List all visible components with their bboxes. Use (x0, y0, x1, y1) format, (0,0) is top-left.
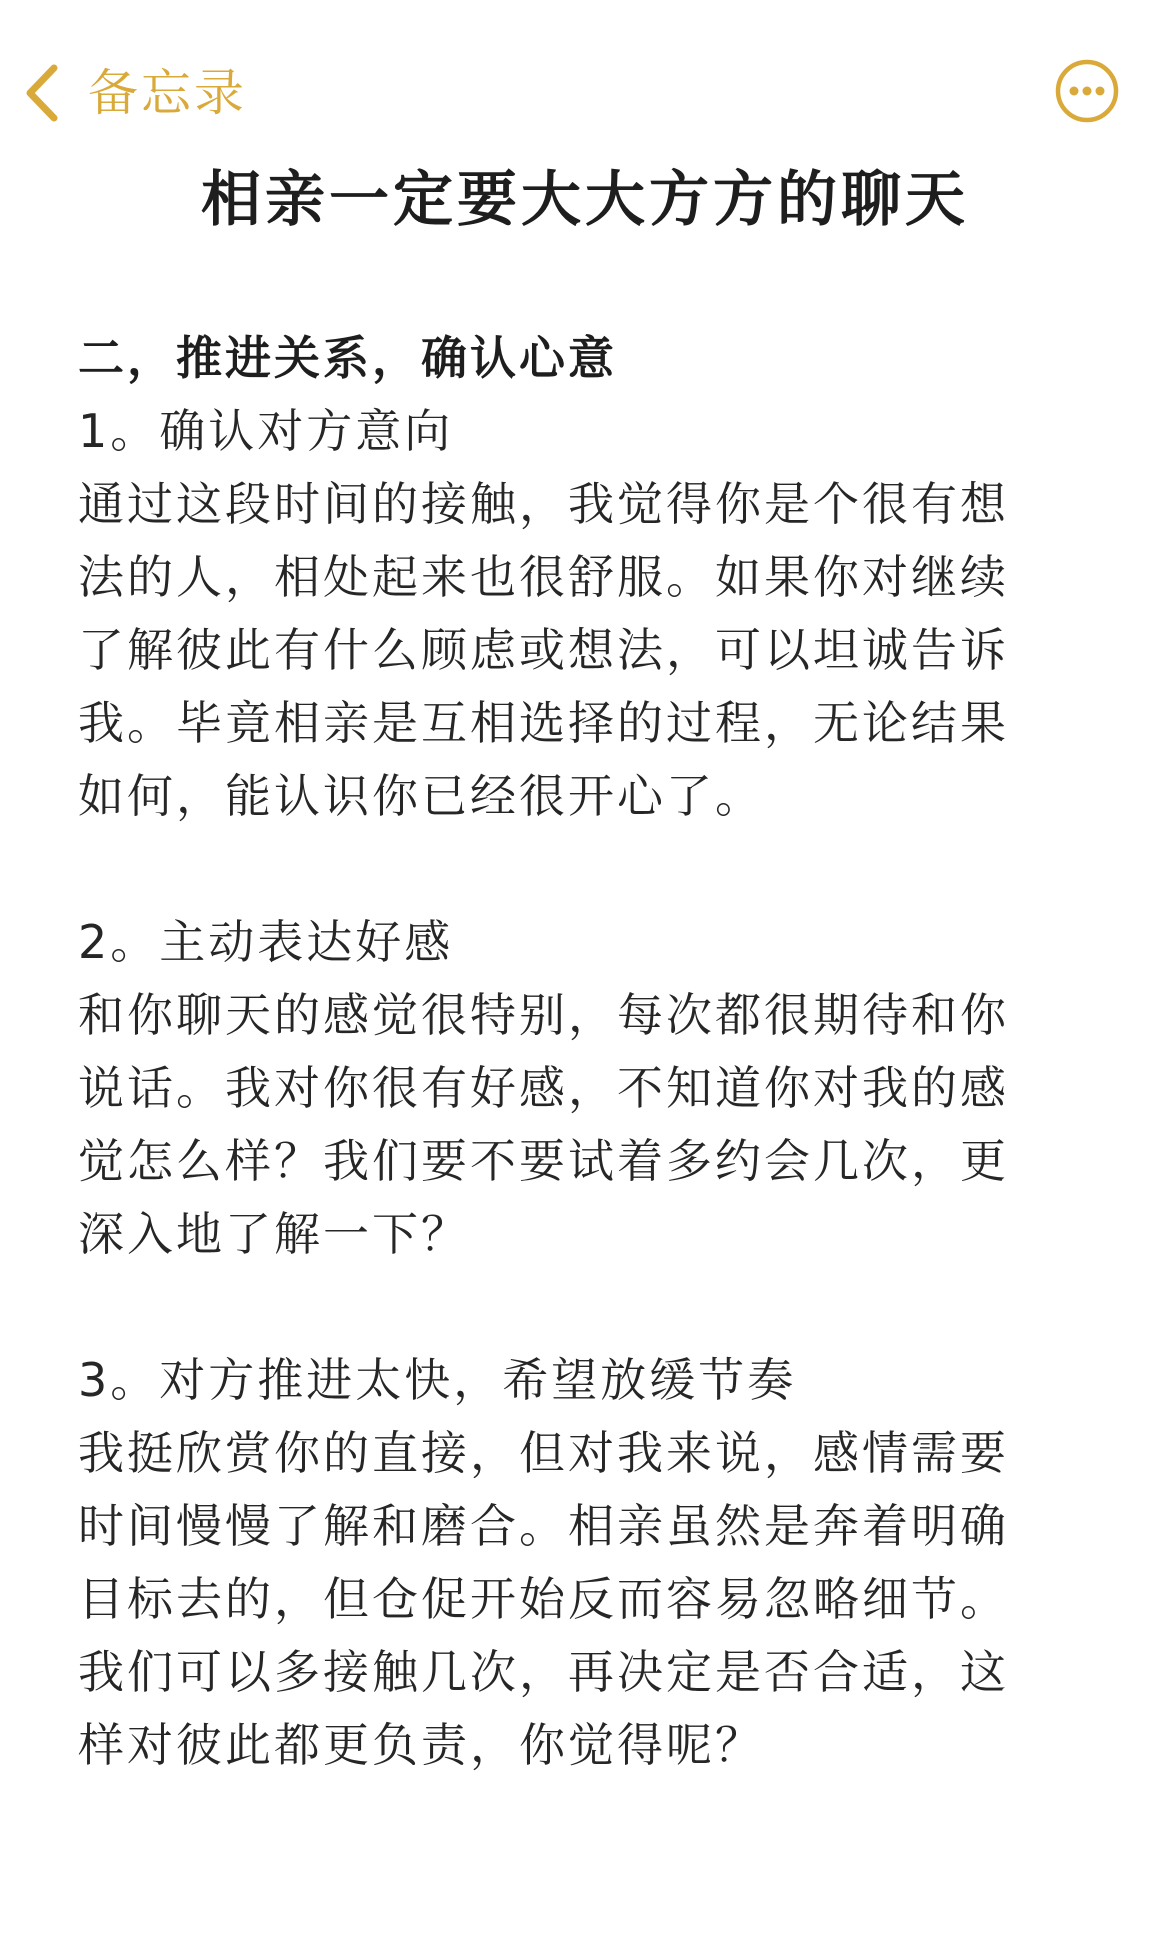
paragraph-line: 我挺欣赏你的直接，但对我来说，感情需要 (78, 1426, 1009, 1480)
paragraph-line: 如何，能认识你已经很开心了。 (78, 769, 764, 823)
blank-line (78, 833, 1088, 906)
paragraph-line: 和你聊天的感觉很特别，每次都很期待和你 (78, 988, 1009, 1042)
paragraph-line: 说话。我对你很有好感，不知道你对我的感 (78, 1061, 1009, 1115)
paragraph-line: 我。毕竟相亲是互相选择的过程，无论结果 (78, 696, 1009, 750)
paragraph-line: 我们可以多接触几次，再决定是否合适，这 (78, 1645, 1009, 1699)
paragraph-line: 通过这段时间的接触，我觉得你是个很有想 (78, 477, 1009, 531)
paragraph-line: 深入地了解一下？ (78, 1207, 470, 1261)
more-options-button[interactable] (1054, 58, 1120, 124)
section-heading: 二，推进关系，确认心意 (78, 331, 617, 385)
note-item (78, 906, 1088, 1271)
item-heading: 1。确认对方意向 (78, 404, 454, 458)
paragraph-line: 时间慢慢了解和磨合。相亲虽然是奔着明确 (78, 1499, 1009, 1553)
paragraph-line: 觉怎么样？我们要不要试着多约会几次，更 (78, 1134, 1009, 1188)
blank-line (78, 1271, 1088, 1344)
note-title: 相亲一定要大大方方的聊天 (201, 165, 969, 235)
ellipsis-circle-icon (1054, 58, 1120, 124)
item-heading: 3。对方推进太快，希望放缓节奏 (78, 1353, 797, 1407)
back-label: 备忘录 (88, 64, 247, 122)
note-body[interactable] (78, 322, 1088, 1782)
note-item (78, 395, 1088, 833)
back-button[interactable] (22, 58, 247, 128)
chevron-left-icon (22, 62, 62, 124)
paragraph-line: 样对彼此都更负责，你觉得呢？ (78, 1718, 764, 1772)
item-heading: 2。主动表达好感 (78, 915, 454, 969)
paragraph-line: 目标去的，但仓促开始反而容易忽略细节。 (78, 1572, 1009, 1626)
paragraph-line: 了解彼此有什么顾虑或想法，可以坦诚告诉 (78, 623, 1009, 677)
paragraph-line: 法的人，相处起来也很舒服。如果你对继续 (78, 550, 1009, 604)
navigation-bar (0, 0, 1170, 150)
note-item (78, 1344, 1088, 1782)
